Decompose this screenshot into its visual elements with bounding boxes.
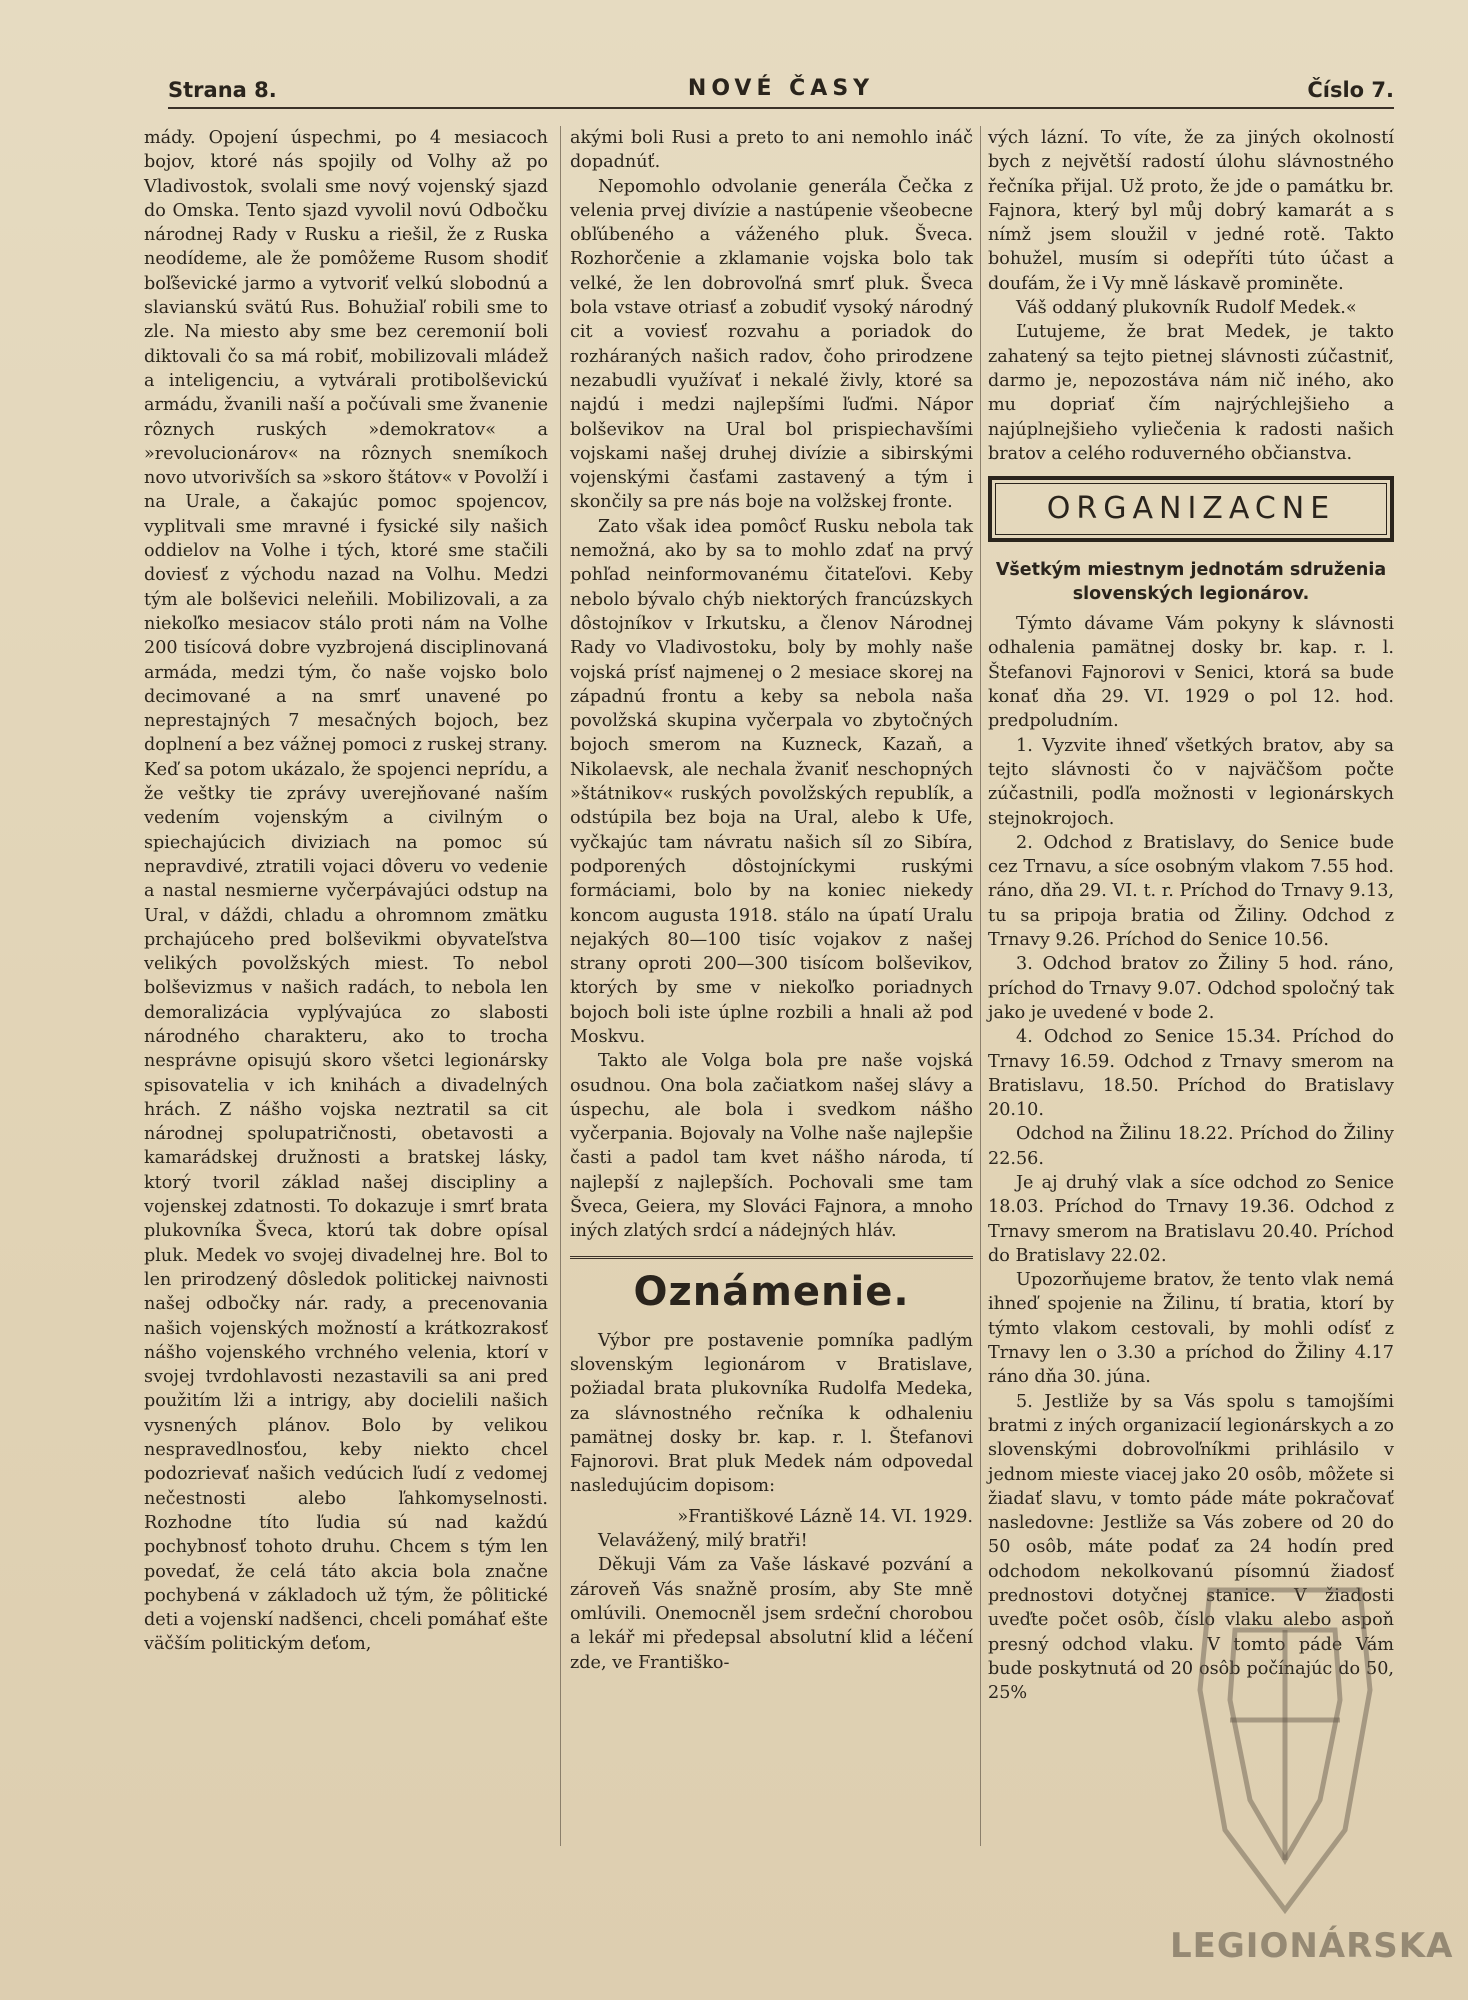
section-title: ORGANIZACNE [995,483,1387,535]
org-paragraph: 1. Vyzvite ihneď všetkých bratov, aby sa tejto slávnosti čo v najväčšom počte zúčastnili, podľa možnosti v legionárskych stejnokrojoch. [988,735,1394,829]
column-divider [560,126,561,1846]
column-2 [570,126,973,1675]
letter-paragraph: vých lázní. To víte, že za jiných okolností bych z největší radostí úlohu slávnostného řečníka přijal. Už proto, že jde o památku br. Fajnora, který byl můj dobrý kamarát a s nímž jsem sloužil v jedné rotě. Takto bohužel, musím si odepříti túto účast a doufám, že i Vy mně láskavě prominěte. [988,128,1394,294]
announcement-title: Oznámenie. [633,1268,910,1315]
letter-salutation: Velavážený, milý bratři! [598,1531,808,1552]
section-title-box [988,476,1394,542]
article-paragraph: Nepomohlo odvolanie generála Čečka z velenia prvej divízie a nastúpenie všeobecne obľúbeného a váženého pluk. Šveca. Rozhorčenie a zklamanie vojska bolo tak velké, že len dobrovoľná smrť pluk. Šveca bola vstave otriasť a zobudiť vysoký národný cit a voviesť rozvahu a poriadok do rozháraných našich radov, čoho prirodzene nezabudli využívať i nekalé živly, ktoré sa najdú i medzi najlepšími ľuďmi. Nápor bolševikov na Ural bol prispiechavšími vojskami našej druhej divízie a sibirskými vojenskými časťami zastavený a tým i skončily sa pre nás boje na volžskej fronte. [570,176,973,513]
section-subhead: Všetkým miestnym jednotám sdruženia slovenských legionárov. [995,560,1387,605]
article-paragraph: Zato však idea pomôcť Rusku nebola tak nemožná, ako by sa to mohlo zdať na prvý pohľad neinformovanému čitateľovi. Keby nebolo bývalo chýb niektorých francúzskych dôstojníkov v Irkutsku, a členov Národnej Rady vo Vladivostoku, boly by mohly naše vojská prísť najmenej o 2 mesiace skorej na západnú frontu a keby sa nebola naša povolžská skupina vyčerpala vo zbytočných bojoch smerom na Kuzneck, Kazaň, a Nikolaevsk, ale nechala žvaniť neschopných »štátnikov« ruských povolžských republík, a odstúpila bez boja na Ural, alebo k Ufe, vyčkajúc tam návratu našich síl zo Sibíra, podporených dôstojníckymi ruskými formáciami, bolo by na koniec niekedy koncom augusta 1918. stálo na úpatí Uralu nejakých 80—100 tisíc vojakov z našej strany oproti 200—300 tisícom bolševikov, ktorých by sme v niekoľko poriadnych bojoch boli iste úplne rozbili a hnali až pod Moskvu. [570,516,973,1047]
letter-dateline: »Františkové Lázně 14. VI. 1929. [677,1506,973,1527]
org-paragraph: 2. Odchod z Bratislavy, do Senice bude cez Trnavu, a síce osobným vlakom 7.55 hod. ráno, dňa 29. VI. t. r. Príchod do Trnavy 9.13, tu sa pripoja bratia od Žiliny. Odchod z Trnavy 9.26. Príchod do Senice 10.56. [988,832,1394,951]
org-paragraph: 4. Odchod zo Senice 15.34. Príchod do Trnavy 16.59. Odchod z Trnavy smerom na Bratislavu, 18.50. Príchod do Bratislavy 20.10. [988,1027,1394,1121]
column-3 [988,126,1394,1706]
org-paragraph: 5. Jestliže by sa Vás spolu s tamojšími bratmi z iných organizacií legionárskych a zo slovenskými dobrovoľníkmi prihlásilo v jednom mieste viacej jako 20 osôb, môžete si žiadať slavu, v tomto páde máte pokračovať nasledovne: Jestliže sa Vás zobere od 20 do 50 osôb, máte podať za 24 hodín pred odchodom nekolkovanú písomnú žiadosť prednostovi dotyčnej stanice. V žiadosti uveďte počet osôb, číslo vlaku alebo aspoň presný odchod vlaku. V tomto páde Vám bude poskytnutá od 20 osôb počínajúc do 50, 25% [988,1391,1394,1704]
legionarska-stamp [1170,1570,1454,1980]
article-paragraph: akými boli Rusi a preto to ani nemohlo ináč dopadnúť. [570,128,973,173]
announcement-paragraph: Výbor pre postavenie pomníka padlým slovenským legionárom v Bratislave, požiadal brata plukovníka Rudolfa Medeka, za slávnostného rečníka k odhaleniu pamätnej dosky br. kap. r. l. Štefanovi Fajnorovi. Brat pluk Medek nám odpovedal nasledujúcim dopisom: [570,1330,973,1497]
letter-signature: Váš oddaný plukovník Rudolf Medek.« [1016,298,1357,319]
header-rule [168,107,1394,109]
issue-number: Číslo 7. [1307,78,1394,102]
letter-paragraph: Děkuji Vám za Vaše láskavé pozvání a zároveň Vás snažně prosím, aby Ste mně omlúvili. Onemocněl jsem srdeční chorobou a lekář mi předepsal absolutní klid a léčení zde, ve Františko- [570,1555,973,1673]
newspaper-title: NOVÉ ČASY [687,76,875,101]
article-paragraph: Ľutujeme, že brat Medek, je takto zahatený sa tejto pietnej slávnosti zúčastniť, darmo je, nepozostáva nám nič iného, ako mu dopriať čím najrýchlejšieho a najúplnejšieho vyliečenia k radosti našich bratov a celého roduverného občianstva. [988,322,1394,464]
article-paragraph: Takto ale Volga bola pre naše vojská osudnou. Ona bola začiatkom našej slávy a úspechu, ale bola i svedkom nášho vyčerpania. Bojovaly na Volhe naše najlepšie časti a padol tam kvet nášho národa, tí najlepší z najlepších. Pochovali sme tam Šveca, Geiera, my Slováci Fajnora, a mnoho iných zlatých srdcí a nádejných hláv. [570,1051,973,1242]
stamp-text: LEGIONÁRSKA [1170,1926,1454,1966]
org-paragraph: Odchod na Žilinu 18.22. Príchod do Žiliny 22.56. [988,1124,1394,1169]
column-divider [980,126,981,1846]
stamp-emblem-icon [1170,1570,1454,1980]
section-separator [570,1256,973,1259]
column-1 [144,126,548,1657]
article-paragraph: mády. Opojení úspechmi, po 4 mesiacoch bojov, ktoré nás spojily od Volhy až po Vladivostok, svolali sme nový vojenský sjazd do Omska. Tento sjazd vyvolil novú Odbočku národnej Rady v Rusku a riešil, že z Ruska neodídeme, ale že pomôžeme Rusom shodiť boľševické jarmo a vytvoriť velkú slobodnú a slavianskú svätú Rus. Bohužiaľ robili sme to zle. Na miesto aby sme bez ceremonií boli diktovali čo sa má robiť, mobilizovali mládež a inteligenciu, a vytvárali protibolševickú armádu, žvanili naší a počúvali sme žvanenie rôznych ruských »demokratov« a »revolucionárov« na rôznych snemíkoch novo utvorivších sa »skoro štátov« v Povolží i na Urale, a čakajúc pomoc spojencov, vyplitvali sme mravné i fysické sily našich oddielov na Volhe i tých, ktoré sme stačili doviesť z východu nazad na Volhu. Medzi tým ale bolševici neleňili. Mobilizovali, a za niekoľko mesiacov stálo proti nám na Volhe 200 tisícová dobre vyzbrojená disciplinovaná armáda, medzi tým, čo naše vojsko bolo decimované a na smrť unavené po neprestajných 7 mesačných bojoch, bez doplnení a bez vážnej pomoci z ruskej strany. Keď sa potom ukázalo, že spojenci neprídu, a že veštky tie zprávy uverejňované naším vedením vojenským a civilným o spiechajúcich diviziach na pomoc sú nepravdivé, ztratili vojaci dôveru vo vedenie a nastal nesmierne vyčerpávajúci odstup na Ural, v dáždi, chladu a ohromnom zmätku prchajúceho pred bolševikmi obyvateľstva velikých povolžských miest. To nebol bolševizmus v našich radách, to nebola len demoralizácia vyplývajúca zo slabosti národného charakteru, ako to trocha nesprávne opisujú skoro všetci legionársky spisovatelia v ich knihách a divadelných hrách. Z nášho vojska neztratil sa cit národnej spolupatričnosti, obetavosti a kamarádskej družnosti a bratskej lásky, ktorý tvoril základ našej discipliny a vojenskej zdatnosti. To dokazuje i smrť brata plukovníka Šveca, ktorú tak dobre opísal pluk. Medek vo svojej divadelnej hre. Bol to len prirodzený dôsledok politickej naivnosti našej odbočky nár. rady, a precenovania našich vojenských možností a krátkozrakosť nášho vojenského vrchného velenia, ktorí v svojej tvrdohlavosti nezastavili sa ani pred použitím lži a intrigy, aby docielili našich vysnených plánov. Bolo by velikou nespravedlnosťou, keby niekto chcel podozrievať našich vedúcich ľudí z vedomej nečestnosti alebo ľahkomyselnosti. Rozhodne títo ľudia sú nad každú pochybnosť tohoto druhu. Chcem s tým len povedať, že celá táto akcia bola značne pochybená v základoch už tým, že pôlitické deti a vojenskí nadšenci, chceli pomáhať ešte väčším politickým deťom, [144,128,548,1655]
page-number: Strana 8. [168,78,277,102]
org-paragraph: Týmto dávame Vám pokyny k slávnosti odhalenia pamätnej dosky br. kap. r. l. Štefanovi Fajnorovi v Senici, ktorá sa bude konať dňa 29. VI. 1929 o pol 12. hod. predpoludním. [988,614,1394,732]
org-paragraph: Je aj druhý vlak a síce odchod zo Senice 18.03. Príchod do Trnavy 19.36. Odchod z Trnavy smerom na Bratislavu 20.40. Príchod do Bratislavy 22.02. [988,1172,1394,1266]
org-paragraph: Upozorňujeme bratov, že tento vlak nemá ihneď spojenie na Žilinu, tí bratia, ktorí by týmto vlakom cestovali, by mohli odísť z Trnavy len o 3.30 a príchod do Žiliny 4.17 ráno dňa 30. júna. [988,1270,1394,1388]
org-paragraph: 3. Odchod bratov zo Žiliny 5 hod. ráno, príchod do Trnavy 9.07. Odchod spoločný tak jako je uvedené v bode 2. [988,954,1394,1023]
